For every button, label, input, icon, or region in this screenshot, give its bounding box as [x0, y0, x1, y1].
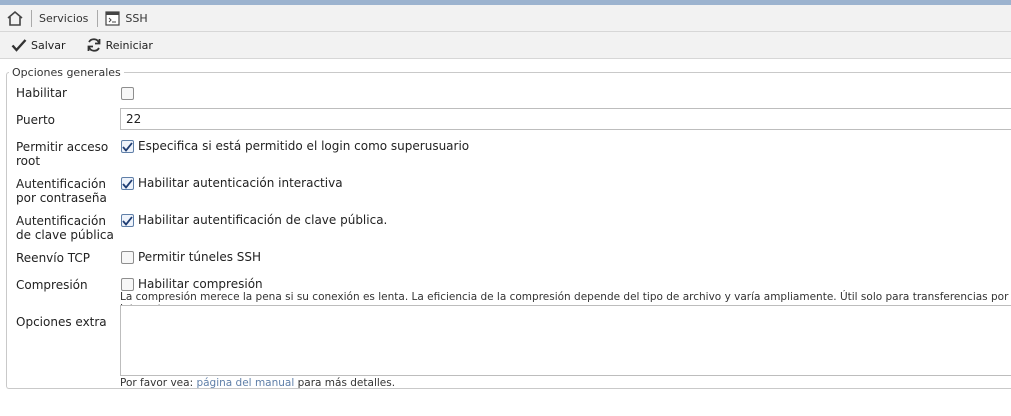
- save-button-label: Salvar: [31, 38, 66, 52]
- pubkey-auth-text: Habilitar autentificación de clave pública.: [138, 213, 388, 227]
- breadcrumb-separator: [97, 10, 98, 27]
- refresh-icon: [86, 37, 102, 53]
- root-login-checkbox[interactable]: [121, 140, 134, 153]
- tcp-forwarding-checkbox[interactable]: [121, 251, 134, 264]
- port-label: Puerto: [16, 113, 55, 127]
- help-prefix: Por favor vea:: [120, 377, 194, 389]
- terminal-icon: [105, 11, 120, 26]
- enable-checkbox[interactable]: [121, 87, 134, 100]
- fieldset-legend: Opciones generales: [9, 66, 124, 79]
- breadcrumb-ssh[interactable]: SSH: [125, 11, 148, 25]
- extra-options-help: [120, 377, 395, 389]
- extra-options-textarea[interactable]: [120, 305, 1011, 376]
- checkmark-icon: [122, 179, 133, 189]
- root-login-label: Permitir acceso root: [16, 140, 109, 168]
- password-auth-label: Autentificación por contraseña: [16, 177, 107, 205]
- help-suffix: para más detalles.: [297, 377, 396, 389]
- password-auth-text: Habilitar autenticación interactiva: [138, 176, 343, 190]
- toolbar: [0, 32, 1011, 59]
- checkmark-icon: [122, 142, 133, 152]
- restart-button[interactable]: [80, 34, 159, 56]
- checkmark-icon: [122, 216, 133, 226]
- compression-label: Compresión: [16, 278, 88, 292]
- breadcrumb-services[interactable]: Servicios: [39, 11, 89, 25]
- compression-text: Habilitar compresión: [138, 277, 263, 291]
- compression-help: La compresión merece la pena si su conexión es lenta. La eficiencia de la compresión depende del tipo de archivo y varía ampliamente. Útil solo para transferencias por: [120, 291, 1009, 303]
- check-icon: [11, 38, 27, 52]
- save-button[interactable]: [5, 34, 72, 56]
- port-input[interactable]: 22: [120, 108, 1011, 130]
- pubkey-auth-checkbox[interactable]: [121, 214, 134, 227]
- extra-options-label: Opciones extra: [16, 315, 107, 329]
- tcp-forwarding-label: Reenvío TCP: [16, 251, 91, 265]
- home-icon[interactable]: [2, 5, 28, 31]
- pubkey-auth-label: Autentificación de clave pública: [16, 214, 114, 242]
- breadcrumb-separator: [31, 10, 32, 27]
- compression-checkbox[interactable]: [121, 278, 134, 291]
- root-login-text: Especifica si está permitido el login como superusuario: [138, 139, 470, 153]
- enable-label: Habilitar: [16, 86, 67, 100]
- restart-button-label: Reiniciar: [105, 38, 153, 52]
- password-auth-checkbox[interactable]: [121, 177, 134, 190]
- breadcrumb: [0, 5, 1011, 32]
- manual-page-link[interactable]: página del manual: [196, 377, 295, 389]
- tcp-forwarding-text: Permitir túneles SSH: [138, 250, 262, 264]
